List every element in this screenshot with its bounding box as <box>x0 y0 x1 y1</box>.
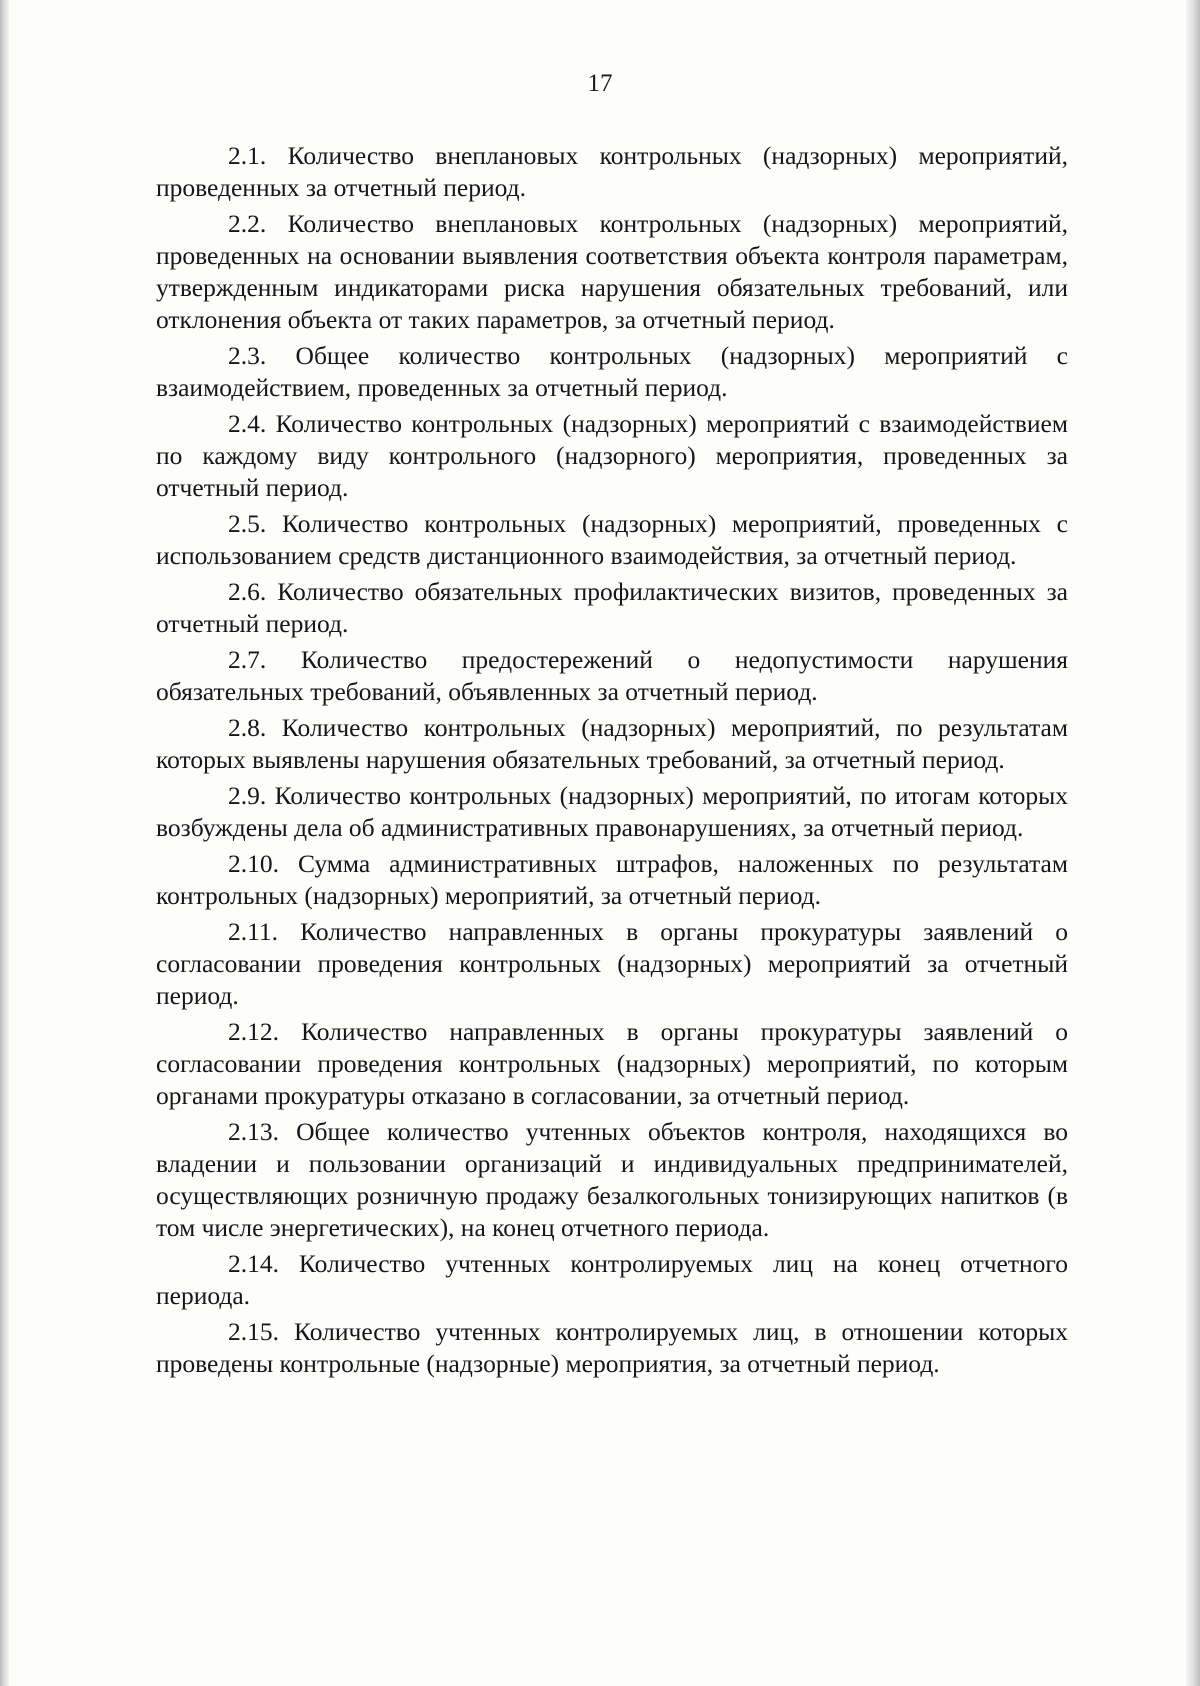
paragraph-2-4: 2.4. Количество контрольных (надзорных) мероприятий с взаимодействием по каждому виду контрольного (надзорного) мероприятия, проведенных за отчетный период. <box>156 409 1068 502</box>
paragraph-2-8: 2.8. Количество контрольных (надзорных) мероприятий, по результатам которых выявлены нарушения обязательных требований, за отчетный период. <box>156 713 1068 774</box>
paragraph-2-1: 2.1. Количество внеплановых контрольных (надзорных) мероприятий, проведенных за отчетный период. <box>156 141 1068 202</box>
scan-edge-right <box>1186 0 1200 1686</box>
paragraph-2-13: 2.13. Общее количество учтенных объектов контроля, находящихся во владении и пользовании организаций и индивидуальных предпринимателей, осуществляющих розничную продажу безалкогольных тонизирующих напитков (в том числе энергетических), на конец отчетного периода. <box>156 1117 1068 1242</box>
paragraph-2-14: 2.14. Количество учтенных контролируемых лиц на конец отчетного периода. <box>156 1249 1068 1310</box>
page-number: 17 <box>587 70 613 97</box>
paragraph-2-6: 2.6. Количество обязательных профилактических визитов, проведенных за отчетный период. <box>156 577 1068 638</box>
paragraph-2-5: 2.5. Количество контрольных (надзорных) мероприятий, проведенных с использованием средств дистанционного взаимодействия, за отчетный период. <box>156 509 1068 570</box>
paragraph-2-7: 2.7. Количество предостережений о недопустимости нарушения обязательных требований, объявленных за отчетный период. <box>156 645 1068 706</box>
paragraph-2-12: 2.12. Количество направленных в органы прокуратуры заявлений о согласовании проведения контрольных (надзорных) мероприятий, по которым органами прокуратуры отказано в согласовании, за отчетный период. <box>156 1017 1068 1110</box>
paragraph-2-3: 2.3. Общее количество контрольных (надзорных) мероприятий с взаимодействием, проведенных за отчетный период. <box>156 341 1068 402</box>
paragraph-2-2: 2.2. Количество внеплановых контрольных (надзорных) мероприятий, проведенных на основании выявления соответствия объекта контроля параметрам, утвержденным индикаторами риска нарушения обязательных требований, или отклонения объекта от таких параметров, за отчетный период. <box>156 209 1068 334</box>
paragraph-2-15: 2.15. Количество учтенных контролируемых лиц, в отношении которых проведены контрольные (надзорные) мероприятия, за отчетный период. <box>156 1317 1068 1378</box>
paragraph-2-10: 2.10. Сумма административных штрафов, наложенных по результатам контрольных (надзорных) мероприятий, за отчетный период. <box>156 849 1068 910</box>
paragraph-2-11: 2.11. Количество направленных в органы прокуратуры заявлений о согласовании проведения контрольных (надзорных) мероприятий за отчетный период. <box>156 917 1068 1010</box>
scan-edge-left <box>0 0 9 1686</box>
document-body <box>156 140 1068 1384</box>
paragraph-2-9: 2.9. Количество контрольных (надзорных) мероприятий, по итогам которых возбуждены дела об административных правонарушениях, за отчетный период. <box>156 781 1068 842</box>
